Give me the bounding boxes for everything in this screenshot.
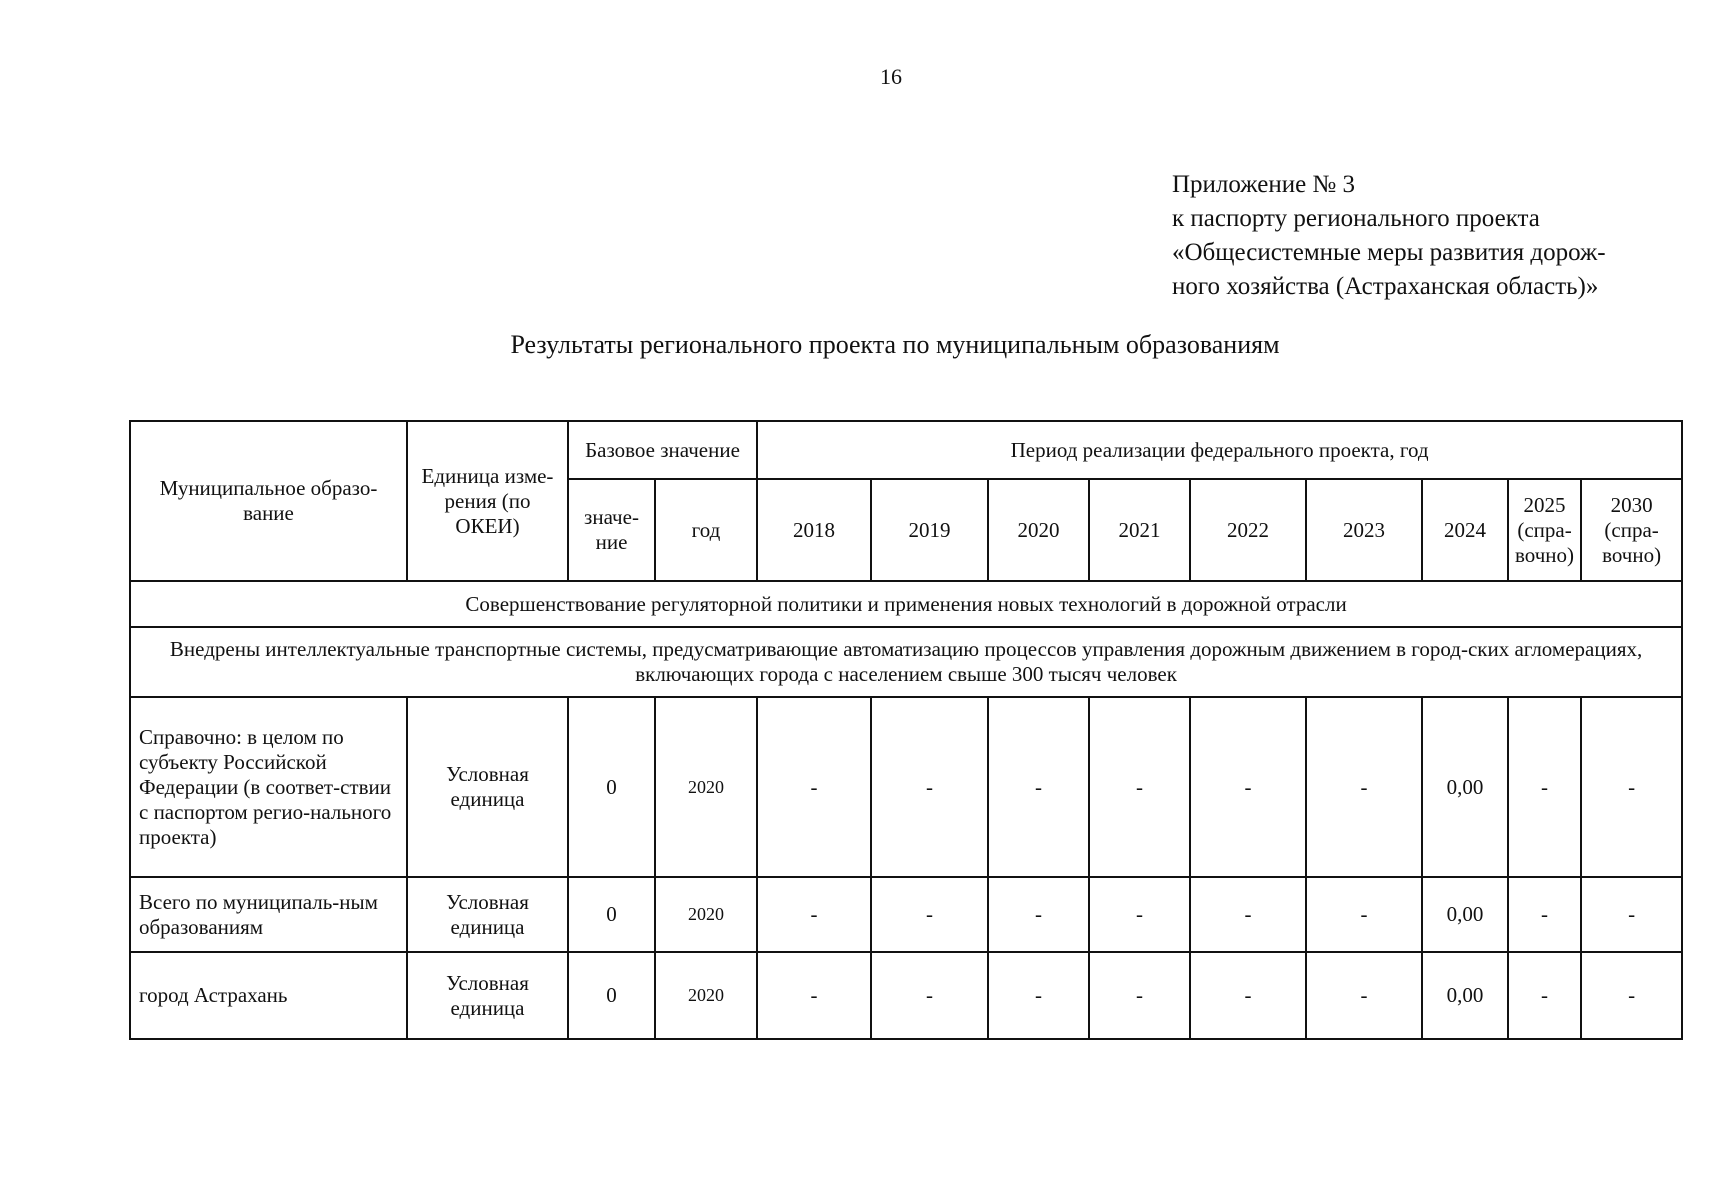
results-table <box>129 420 1683 1040</box>
row-value-2025: - <box>1508 697 1581 877</box>
row-name: город Астрахань <box>130 952 407 1039</box>
table-row <box>130 877 1682 952</box>
row-value-2024: 0,00 <box>1422 952 1508 1039</box>
appendix-line: Приложение № 3 <box>1172 171 1356 198</box>
row-value-2020: - <box>988 952 1089 1039</box>
header-year-2022: 2022 <box>1190 479 1306 581</box>
row-name: Всего по муниципаль-ным образованиям <box>130 877 407 952</box>
header-year-2030: 2030 (спра-вочно) <box>1581 479 1682 581</box>
row-value-2030: - <box>1581 952 1682 1039</box>
header-row-1 <box>130 421 1682 479</box>
row-base-value: 0 <box>568 697 655 877</box>
header-unit: Единица изме-рения (по ОКЕИ) <box>407 421 568 581</box>
document-title: Результаты регионального проекта по муниципальным образованиям <box>510 330 1280 359</box>
header-period: Период реализации федерального проекта, год <box>757 421 1682 479</box>
header-year-2020: 2020 <box>988 479 1089 581</box>
row-base-value: 0 <box>568 952 655 1039</box>
header-value: значе-ние <box>568 479 655 581</box>
header-year-2025: 2025 (спра-вочно) <box>1508 479 1581 581</box>
row-value-2021: - <box>1089 697 1190 877</box>
header-base-value: Базовое значение <box>568 421 757 479</box>
row-value-2023: - <box>1306 952 1422 1039</box>
row-value-2023: - <box>1306 877 1422 952</box>
row-base-year: 2020 <box>655 697 757 877</box>
row-unit: Условная единица <box>407 697 568 877</box>
appendix-line: «Общесистемные меры развития дорож- <box>1172 239 1606 266</box>
section-row <box>130 581 1682 627</box>
row-base-year: 2020 <box>655 952 757 1039</box>
page-number: 16 <box>880 64 902 89</box>
row-value-2025: - <box>1508 952 1581 1039</box>
row-value-2019: - <box>871 697 988 877</box>
appendix-line: ного хозяйства (Астраханская область)» <box>1172 273 1599 300</box>
row-value-2021: - <box>1089 952 1190 1039</box>
header-year: год <box>655 479 757 581</box>
row-value-2021: - <box>1089 877 1190 952</box>
section-subtitle: Внедрены интеллектуальные транспортные системы, предусматривающие автоматизацию процессов управления дорожным движением в город-ских агломерациях, включающих города с населением свыше 300 тысяч человек <box>130 627 1682 697</box>
row-value-2022: - <box>1190 877 1306 952</box>
row-value-2018: - <box>757 697 871 877</box>
row-value-2020: - <box>988 877 1089 952</box>
row-value-2019: - <box>871 952 988 1039</box>
row-base-year: 2020 <box>655 877 757 952</box>
row-value-2023: - <box>1306 697 1422 877</box>
row-value-2018: - <box>757 877 871 952</box>
header-year-2019: 2019 <box>871 479 988 581</box>
row-value-2024: 0,00 <box>1422 877 1508 952</box>
row-value-2025: - <box>1508 877 1581 952</box>
row-value-2022: - <box>1190 697 1306 877</box>
row-base-value: 0 <box>568 877 655 952</box>
row-value-2030: - <box>1581 877 1682 952</box>
section-title: Совершенствование регуляторной политики и применения новых технологий в дорожной отрасли <box>130 581 1682 627</box>
header-year-2021: 2021 <box>1089 479 1190 581</box>
appendix-line: к паспорту регионального проекта <box>1172 205 1540 232</box>
row-unit: Условная единица <box>407 877 568 952</box>
row-value-2022: - <box>1190 952 1306 1039</box>
row-value-2019: - <box>871 877 988 952</box>
row-value-2024: 0,00 <box>1422 697 1508 877</box>
row-value-2020: - <box>988 697 1089 877</box>
row-unit: Условная единица <box>407 952 568 1039</box>
appendix-block <box>1172 168 1692 304</box>
section-row <box>130 627 1682 697</box>
table-row <box>130 697 1682 877</box>
row-value-2030: - <box>1581 697 1682 877</box>
header-year-2018: 2018 <box>757 479 871 581</box>
row-value-2018: - <box>757 952 871 1039</box>
header-municipality: Муниципальное образо-вание <box>130 421 407 581</box>
row-name: Справочно: в целом по субъекту Российской Федерации (в соответ-ствии с паспортом регио-нального проекта) <box>130 697 407 877</box>
header-year-2024: 2024 <box>1422 479 1508 581</box>
table-row <box>130 952 1682 1039</box>
header-year-2023: 2023 <box>1306 479 1422 581</box>
